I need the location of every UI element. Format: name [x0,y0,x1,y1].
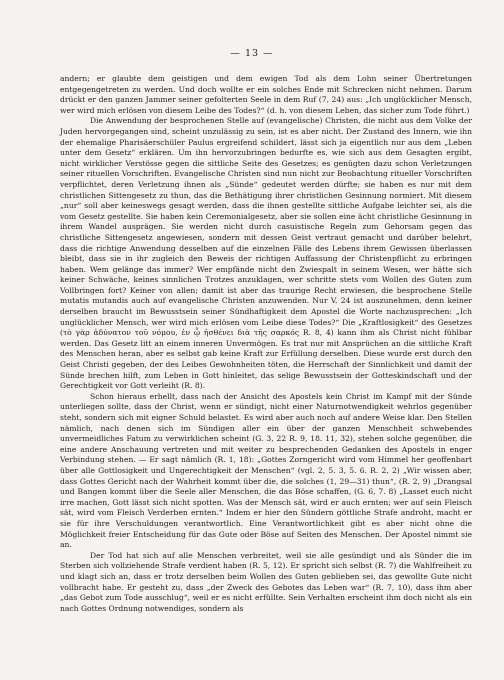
page-number: — 13 — [230,48,274,59]
body-text [60,74,472,614]
paragraph-1: andern; er glaubte dem geistigen und dem ewigen Tod als dem Lohn seiner Übertretungen entgegengetreten zu werden. Und doch wollte er ein solches Ende mit Schrecken nicht nehmen. Darum drückt er den ganzen Jammer seiner gefolterten Seele in dem Ruf (7, 24) aus: „Ich unglücklicher Mensch, wer wird mich erlösen von diesem Leibe des Todes?“ (d. h. von diesem Leben, das sicher zum Tode führt.) [60,74,472,115]
paragraph-2: Die Anwendung der besprochenen Stelle auf (evangelische) Christen, die nicht aus dem Volke der Juden hervorgegangen sind, scheint unzulässig zu sein, ist es aber nicht. Der Zustand des Innern, wie ihn der ehemalige Pharisäerschüler Paulus ergreifend schildert, lässt sich ja eigentlich nur aus dem „Leben unter dem Gesetz“ erklären. Um ihn hervorzubringen bedurfte es, wie sich aus dem Gesagten ergibt, nicht wirklicher Verstösse gegen die sittliche Seite des Gesetzes; es genügten dazu schon Verletzungen seiner rituellen Vorschriften. Evangelische Christen sind nun nicht zur Beobachtung ritueller Vorschriften verpflichtet, deren Verletzung ihnen als „Sünde“ gedeutet werden dürfte; sie haben es nur mit dem christlichen Sittengesetz zu thun, das die Bethätigung ihrer christlichen Gesinnung normiert. Mit diesem „nur“ soll aber keineswegs gesagt werden, dass die ihnen gestellte sittliche Aufgabe leichter sei, als die vom Gesetz gestellte. Sie haben kein Ceremonialgesetz, aber sie sollen eine ächt christliche Gesinnung in ihrem Wandel ausprägen. Sie werden nicht durch casuistische Regeln zum Gehorsam gegen das christliche Sittengesetz angewiesen, sondern mit dessen Geist vertraut gemacht und darüber belehrt, dass die richtige Anwendung desselben auf die einzelnen Fälle des Lebens ihrem Gewissen überlassen bleibt, dass sie in ihr zugleich den Beweis der richtigen Auffassung der Christenpflicht zu erbringen haben. Wem gelänge das immer? Wer empfände nicht den Zwiespalt in seinem Wesen, wer hätte sich keiner Schwäche, keines sinnlichen Trotzes anzuklagen, wer schritte stets vom Wollen des Guten zum Vollbringen fort? Keiner von allen; damit ist aber das traurige Recht erwiesen, die besprochene Stelle mutatis mutandis auch auf evangelische Christen anzuwenden. Nur V. 24 ist auszunehmen, denn keiner derselben braucht im Bewusstsein seiner Sündhaftigkeit dem Apostel die Worte nachzusprechen: „Ich unglücklicher Mensch, wer wird mich erlösen vom Leibe diese Todes?“ Die „Kraftlosigkeit“ des Gesetzes (τὸ γὰρ ἀδύνατον τοῦ νόμου, ἐν ᾧ ἠσθένει διὰ τῆς σαρκός R. 8, 4) kann ihm als Christ nicht fühlbar werden. Das Gesetz litt an einem inneren Unvermögen. Es trat nur mit Ansprüchen an die sittliche Kraft des Menschen heran, aber es selbst gab keine Kraft zur Erfüllung derselben. Diese wurde erst durch den Geist Christi gegeben, der des Leibes Gewohnheiten töten, die Herrschaft der Sinnlichkeit und damit der Sünde brechen hilft, zum Leben in Gott hinleitet, das selige Bewusstsein der Gotteskindschaft und der Gerechtigkeit vor Gott verleiht (R. 8). [60,116,472,391]
paragraph-4: Der Tod hat sich auf alle Menschen verbreitet, weil sie alle gesündigt und als Sünder die im Sterben sich vollziehende Strafe verdient haben (R. 5, 12). Er spricht sich selbst (R. 7) die Wahlfreiheit zu und klagt sich an, dass er trotz derselben beim Wollen des Guten geblieben sei, das gewollte Gute nicht vollbracht habe. Er gesteht zu, dass „der Zweck des Gebotes das Leben war“ (R. 7, 10), dass ihm aber „das Gebot zum Tode ausschlug“, weil er es nicht erfüllte. Sein Verhalten erscheint ihm doch nicht als ein nach Gottes Ordnung notwendiges, sondern als [60,550,472,613]
paragraph-3: Schon hieraus erhellt, dass nach der Ansicht des Apostels kein Christ im Kampf mit der Sünde unterliegen sollte, dass der Christ, wenn er sündigt, nicht einer Naturnotwendigkeit wehrlos gegenüber steht, sondern sich mit eigner Schuld belastet. Es wird aber auch noch auf andere Weise klar. Den Stellen nämlich, nach denen sich im Sündigen aller ein über der ganzen Menschheit schwebendes unvermeidliches Fatum zu verwirklichen scheint (G. 3, 22 R. 9, 18. 11, 32), stehen solche gegenüber, die eine andere Anschauung vertreten und mit weiter zu besprechenden Gedanken des Apostels in enger Verbindung stehen. — Er sagt nämlich (R. 1, 18): „Gottes Zorngericht wird vom Himmel her geoffenbart über alle Gottlosigkeit und Ungerechtigkeit der Menschen“ (vgl. 2, 5. 3, 5. 6. R. 2, 2) „Wir wissen aber, dass Gottes Gericht nach der Wahrheit kommt über die, die solches (1, 29—31) thun“, (R. 2, 9) „Drangsal und Bangen kommt über die Seele aller Menschen, die das Böse schaffen, (G. 6, 7. 8) „Lasset euch nicht irre machen, Gott lässt sich nicht spotten. Was der Mensch sät, wird er auch ernten; wer auf sein Fleisch sät, wird vom Fleisch Verderben ernten.“ Indem er hier den Sündern göttliche Strafe androht, macht er sie für ihre Verschuldungen verantwortlich. Eine Verantwortlichkeit gibt es aber nicht ohne die Möglichkeit freier Entscheidung für das Gute oder Böse auf Seiten des Menschen. Der Apostel nimmt sie an. [60,391,472,550]
